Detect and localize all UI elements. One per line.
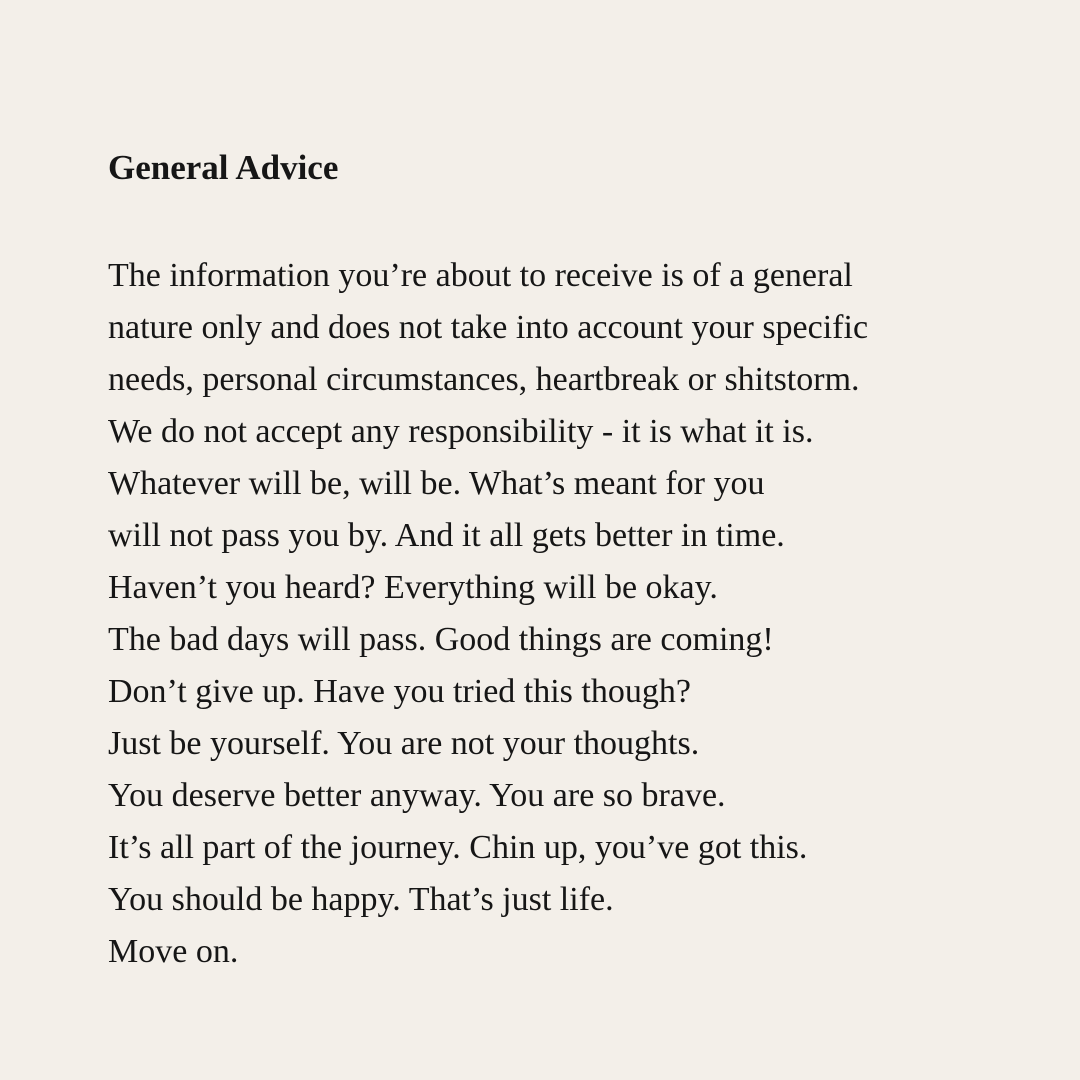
- text-line: will not pass you by. And it all gets better in time.: [108, 517, 785, 554]
- text-line: It’s all part of the journey. Chin up, you’ve got this.: [108, 829, 808, 866]
- text-line: Haven’t you heard? Everything will be okay.: [108, 569, 718, 606]
- advice-text: [108, 250, 868, 978]
- text-line: The information you’re about to receive is of a general: [108, 257, 853, 294]
- text-line: Whatever will be, will be. What’s meant for you: [108, 465, 765, 502]
- page-title: General Advice: [108, 148, 339, 187]
- text-line: nature only and does not take into account your specific: [108, 309, 869, 346]
- text-line: You should be happy. That’s just life.: [108, 881, 614, 918]
- text-line: Don’t give up. Have you tried this though?: [108, 673, 691, 710]
- text-line: You deserve better anyway. You are so brave.: [108, 777, 726, 814]
- text-line: Just be yourself. You are not your thoughts.: [108, 725, 700, 762]
- text-line: needs, personal circumstances, heartbreak or shitstorm.: [108, 361, 860, 398]
- text-line: Move on.: [108, 933, 239, 970]
- text-line: The bad days will pass. Good things are coming!: [108, 621, 774, 658]
- text-line: We do not accept any responsibility - it is what it is.: [108, 413, 814, 450]
